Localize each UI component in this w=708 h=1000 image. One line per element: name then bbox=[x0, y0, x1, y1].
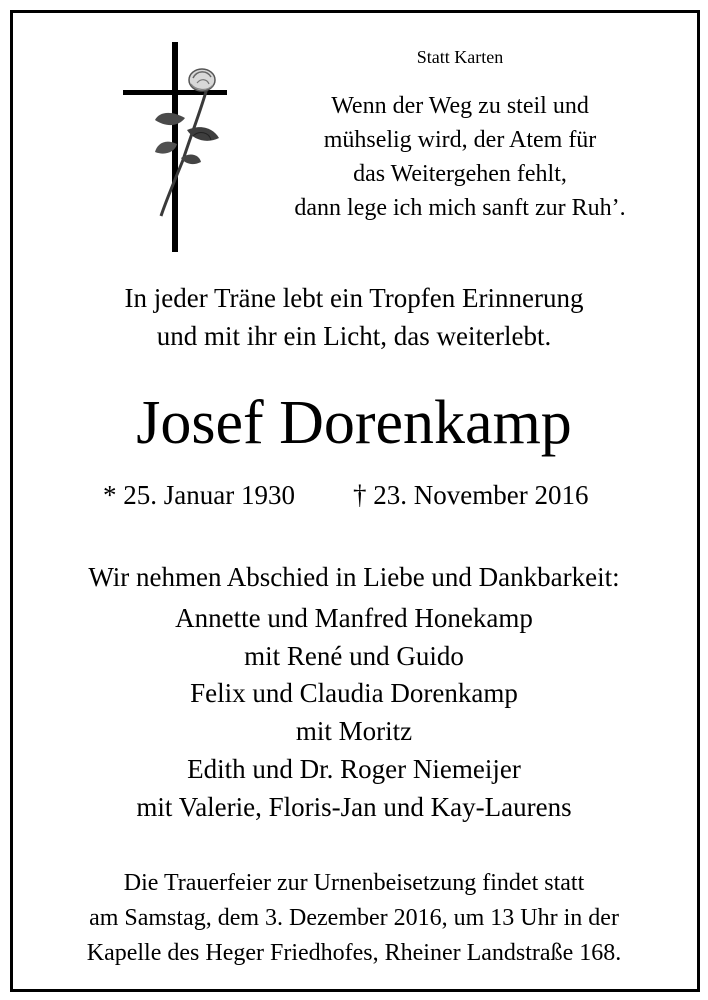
family-children: mit Moritz bbox=[295, 716, 413, 746]
family-names: Annette und Manfred Honekamp bbox=[175, 603, 533, 633]
family-group bbox=[30, 750, 678, 826]
statt-karten-label: Statt Karten bbox=[416, 47, 504, 67]
service-info bbox=[30, 866, 678, 971]
poem-line: mühselig wird, der Atem für bbox=[323, 127, 597, 153]
service-line: Kapelle des Heger Friedhofes, Rheiner Landstraße 168. bbox=[86, 940, 622, 966]
poem bbox=[250, 89, 670, 225]
cross-with-rose-icon bbox=[115, 40, 235, 255]
quote-line: In jeder Träne lebt ein Tropfen Erinnerung bbox=[124, 283, 584, 313]
family-group bbox=[30, 674, 678, 750]
poem-line: Wenn der Weg zu steil und bbox=[331, 93, 589, 119]
service-line: am Samstag, dem 3. Dezember 2016, um 13 Uhr in der bbox=[89, 905, 619, 931]
service-line: Die Trauerfeier zur Urnenbeisetzung findet statt bbox=[123, 870, 585, 896]
family-group bbox=[30, 599, 678, 675]
quote-line: und mit ihr ein Licht, das weiterlebt. bbox=[156, 321, 552, 351]
poem-line: das Weitergehen fehlt, bbox=[353, 161, 567, 187]
deceased-name: Josef Dorenkamp bbox=[136, 389, 572, 457]
family-children: mit Valerie, Floris-Jan und Kay-Laurens bbox=[136, 792, 572, 822]
birth-date: * 25. Januar 1930 bbox=[103, 480, 295, 510]
death-date: † 23. November 2016 bbox=[353, 480, 589, 510]
memorial-quote bbox=[30, 279, 678, 355]
family-names: Felix und Claudia Dorenkamp bbox=[190, 678, 518, 708]
farewell-heading: Wir nehmen Abschied in Liebe und Dankbarkeit: bbox=[88, 562, 620, 592]
family-children: mit René und Guido bbox=[244, 641, 464, 671]
family-names: Edith und Dr. Roger Niemeijer bbox=[187, 754, 521, 784]
poem-line: dann lege ich mich sanft zur Ruh’. bbox=[294, 195, 626, 221]
